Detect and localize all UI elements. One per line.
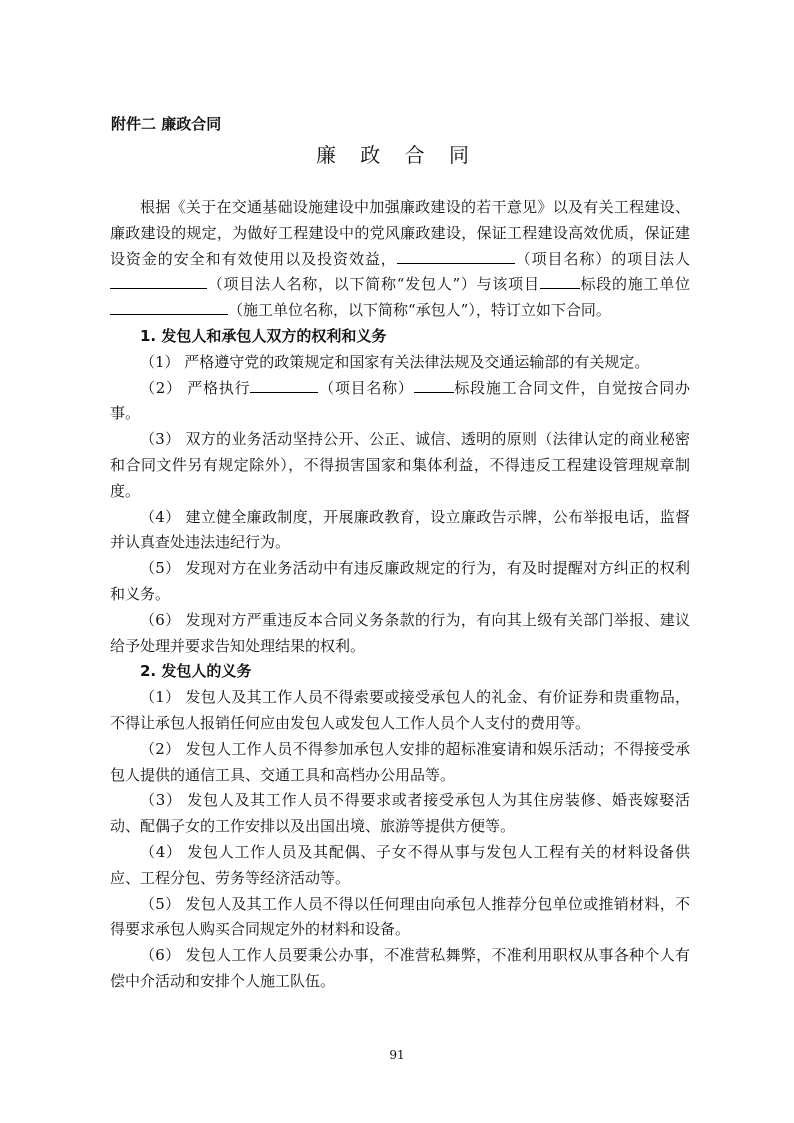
section1-item2-text-b: （项目名称）	[318, 378, 414, 397]
section2-item5: （5） 发包人及其工作人员不得以任何理由向承包人推荐分包单位或推销材料，不得要求承包人购买合同规定外的材料和设备。	[110, 894, 690, 939]
contractor-blank	[110, 300, 228, 315]
section1-item2	[110, 376, 690, 428]
section-blank	[540, 274, 580, 289]
legal-person-blank	[110, 274, 207, 289]
intro-text-5: （施工单位名称，以下简称“承包人”），特订立如下合同。	[228, 301, 611, 320]
document-title: 廉 政 合 同	[315, 143, 479, 167]
section2-heading: 2. 发包人的义务	[140, 662, 252, 681]
section1-item1: （1） 严格遵守党的政策规定和国家有关法律法规及交通运输部的有关规定。	[140, 352, 650, 371]
section1-item5: （5） 发现对方在业务活动中有违反廉政规定的行为，有及时提醒对方纠正的权利和义务。	[110, 559, 690, 603]
intro-text-1: 根据《关于在交通基础设施建设中加强廉政建设的若干意见》以及有关工程建设、廉政建设的规定，为做好工程建设中的党风廉政建设，保证工程建设高效优质，保证建设资金的安全和有效使用以及投资效益，	[110, 198, 690, 268]
item2-project-blank	[250, 378, 318, 393]
intro-text-3: （项目法人名称，以下简称“发包人”）与该项目	[207, 275, 540, 294]
section2-item1: （1） 发包人及其工作人员不得索要或接受承包人的礼金、有价证券和贵重物品，不得让承包人报销任何应由发包人或发包人工作人员个人支付的费用等。	[110, 688, 690, 732]
project-name-blank	[397, 249, 515, 264]
intro-paragraph	[110, 195, 690, 324]
section1-item2-text-a: （2） 严格执行	[140, 378, 251, 397]
intro-text-4: 标段的施工单位	[579, 275, 690, 294]
section1-heading: 1. 发包人和承包人双方的权利和义务	[140, 326, 387, 345]
attachment-label: 附件二 廉政合同	[111, 115, 222, 133]
section2-item3: （3） 发包人及其工作人员不得要求或者接受承包人为其住房装修、婚丧嫁娶活动、配偶子女的工作安排以及出国出境、旅游等提供方便等。	[110, 791, 690, 836]
item2-section-blank	[414, 378, 454, 393]
section2-item6: （6） 发包人工作人员要秉公办事，不准营私舞弊，不准利用职权从事各种个人有偿中介活动和安排个人施工队伍。	[110, 946, 690, 990]
section2-item2: （2） 发包人工作人员不得参加承包人安排的超标准宴请和娱乐活动；不得接受承包人提供的通信工具、交通工具和高档办公用品等。	[110, 739, 690, 784]
section1-item4: （4） 建立健全廉政制度，开展廉政教育，设立廉政告示牌，公布举报电话，监督并认真查处违法违纪行为。	[110, 507, 690, 552]
section1-item2-text-c: 标段施工合同文件，自觉按合同办事。	[110, 378, 690, 423]
section1-item6: （6） 发现对方严重违反本合同义务条款的行为，有向其上级有关部门举报、建议给予处理并要求告知处理结果的权利。	[110, 610, 690, 655]
page-number: 91	[389, 1048, 405, 1062]
section2-item4: （4） 发包人工作人员及其配偶、子女不得从事与发包人工程有关的材料设备供应、工程分包、劳务等经济活动等。	[110, 842, 690, 887]
contract-body	[110, 195, 690, 995]
section1-item3: （3） 双方的业务活动坚持公开、公正、诚信、透明的原则（法律认定的商业秘密和合同文件另有规定除外），不得损害国家和集体利益，不得违反工程建设管理规章制度。	[110, 430, 690, 500]
intro-text-2: （项目名称）的项目法人	[514, 249, 690, 268]
